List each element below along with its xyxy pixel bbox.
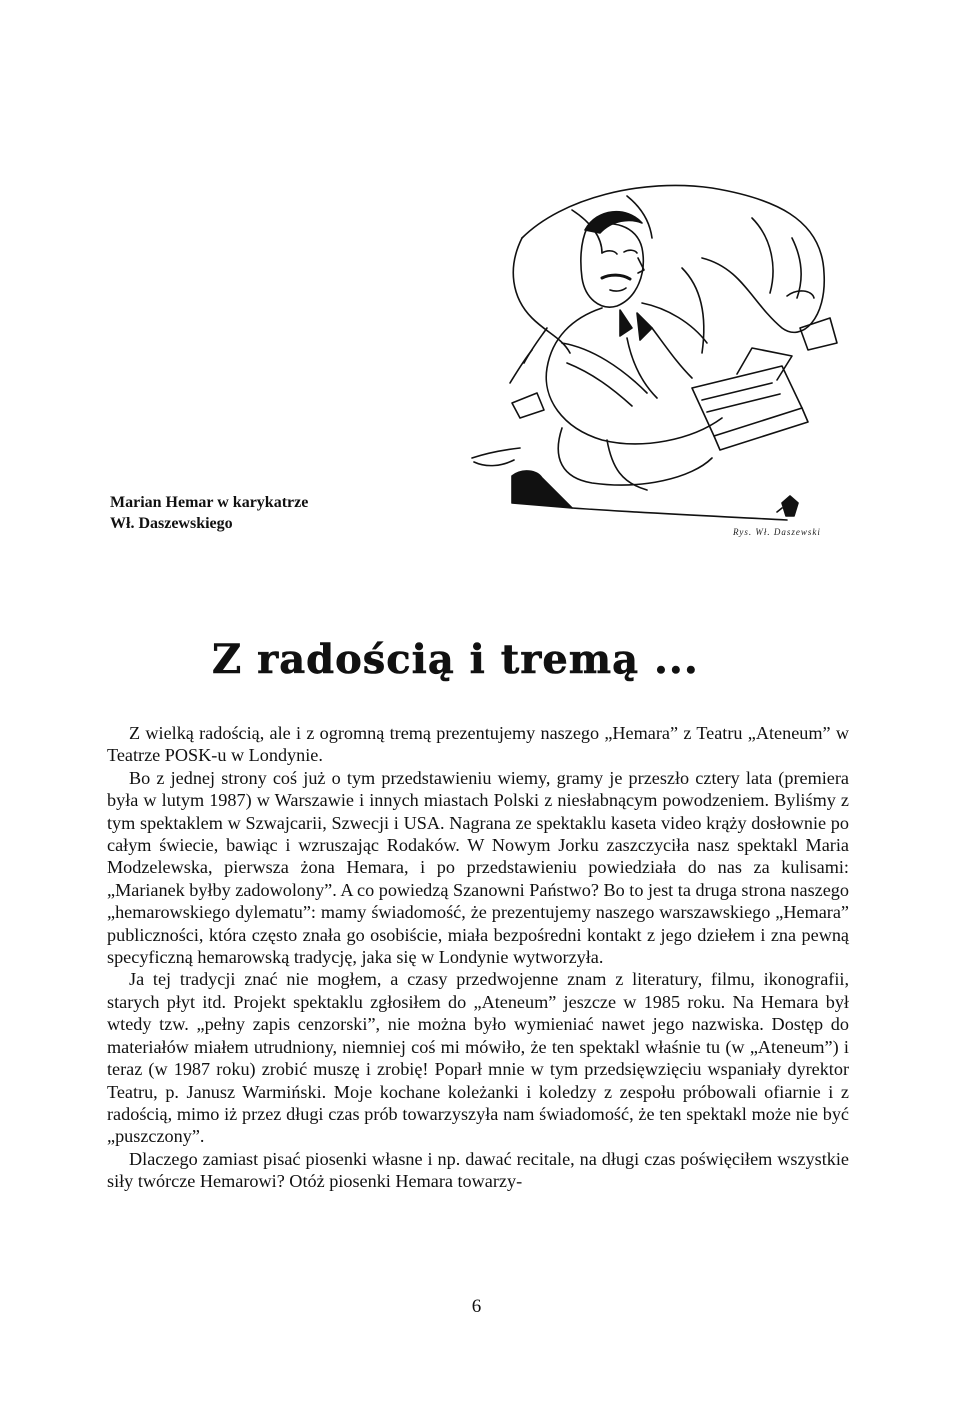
paragraph: Bo z jednej strony coś już o tym przedstawieniu wiemy, gramy je przeszło cztery lata (premiera była w lutym 1987) w Warszawie i innych miastach Polski z niesłabnącym powodzeniem. Byliśmy z tym spektaklem w Szwajcarii, Szwecji i USA. Nagrana ze spektaklu kaseta video krąży dosłownie po całym świecie, bawiąc i wzruszając Rodaków. W Nowym Jorku zaszczyciła nasz spektakl Maria Modzelewska, pierwsza żona Hemara, i po przedstawieniu powiedziała do nas za kulisami: „Marianek byłby zadowolony”. A co powiedzą Szanowni Państwo? Bo to jest ta druga strona naszego „hemarowskiego dylematu”: mamy świadomość, że prezentujemy naszego warszawskiego „Hemara” publiczności, która często znała go osobiście, miała bezpośredni kontakt z jego dziełem i zna pewną specyficzną hemarowską tradycję, jaka się w Londynie wytworzyła. [107,767,849,968]
article-title: Z radością i tremą ... [212,636,699,683]
illustration-caption [110,492,410,534]
artist-signature: Rys. Wł. Daszewski [733,527,821,537]
paragraph: Dlaczego zamiast pisać piosenki własne i np. dawać recitale, na długi czas poświęciłem wszystkie siły twórcze Hemarowi? Otóż piosenki Hemara towarzy- [107,1148,849,1192]
article-body [107,722,849,1193]
paragraph: Z wielką radością, ale i z ogromną tremą prezentujemy naszego „Hemara” z Teatru „Ateneum” w Teatrze POSK-u w Londynie. [107,723,849,766]
caption-line-2: Wł. Daszewskiego [110,515,233,532]
caricature-illustration [452,178,852,553]
paragraph: Ja tej tradycji znać nie mogłem, a czasy przedwojenne znam z literatury, filmu, ikonografii, starych płyt itd. Projekt spektaklu zgłosiłem do „Ateneum” jeszcze w 1985 roku. Na Hemara był wtedy tzw. „pełny zapis cenzorski”, nie można było wymieniać nawet jego nazwiska. Dostęp do materiałów miałem utrudniony, niemniej coś mi mówiło, że ten spektakl właśnie tu (w „Ateneum”) i teraz (w 1987 roku) zrobić muszę i zrobię! Poparł mnie w tym przedsięwzięciu wspaniały dyrektor Teatru, p. Janusz Warmiński. Moje kochane koleżanki i koledzy z zespołu próbowali ofiarnie i z radością, mimo iż przez długi czas prób towarzyszyła nam świadomość, że ten spektakl może nie być „puszczony”. [107,969,849,1147]
page-number: 6 [471,1296,482,1317]
caption-line-1: Marian Hemar w karykatrze [110,494,309,511]
